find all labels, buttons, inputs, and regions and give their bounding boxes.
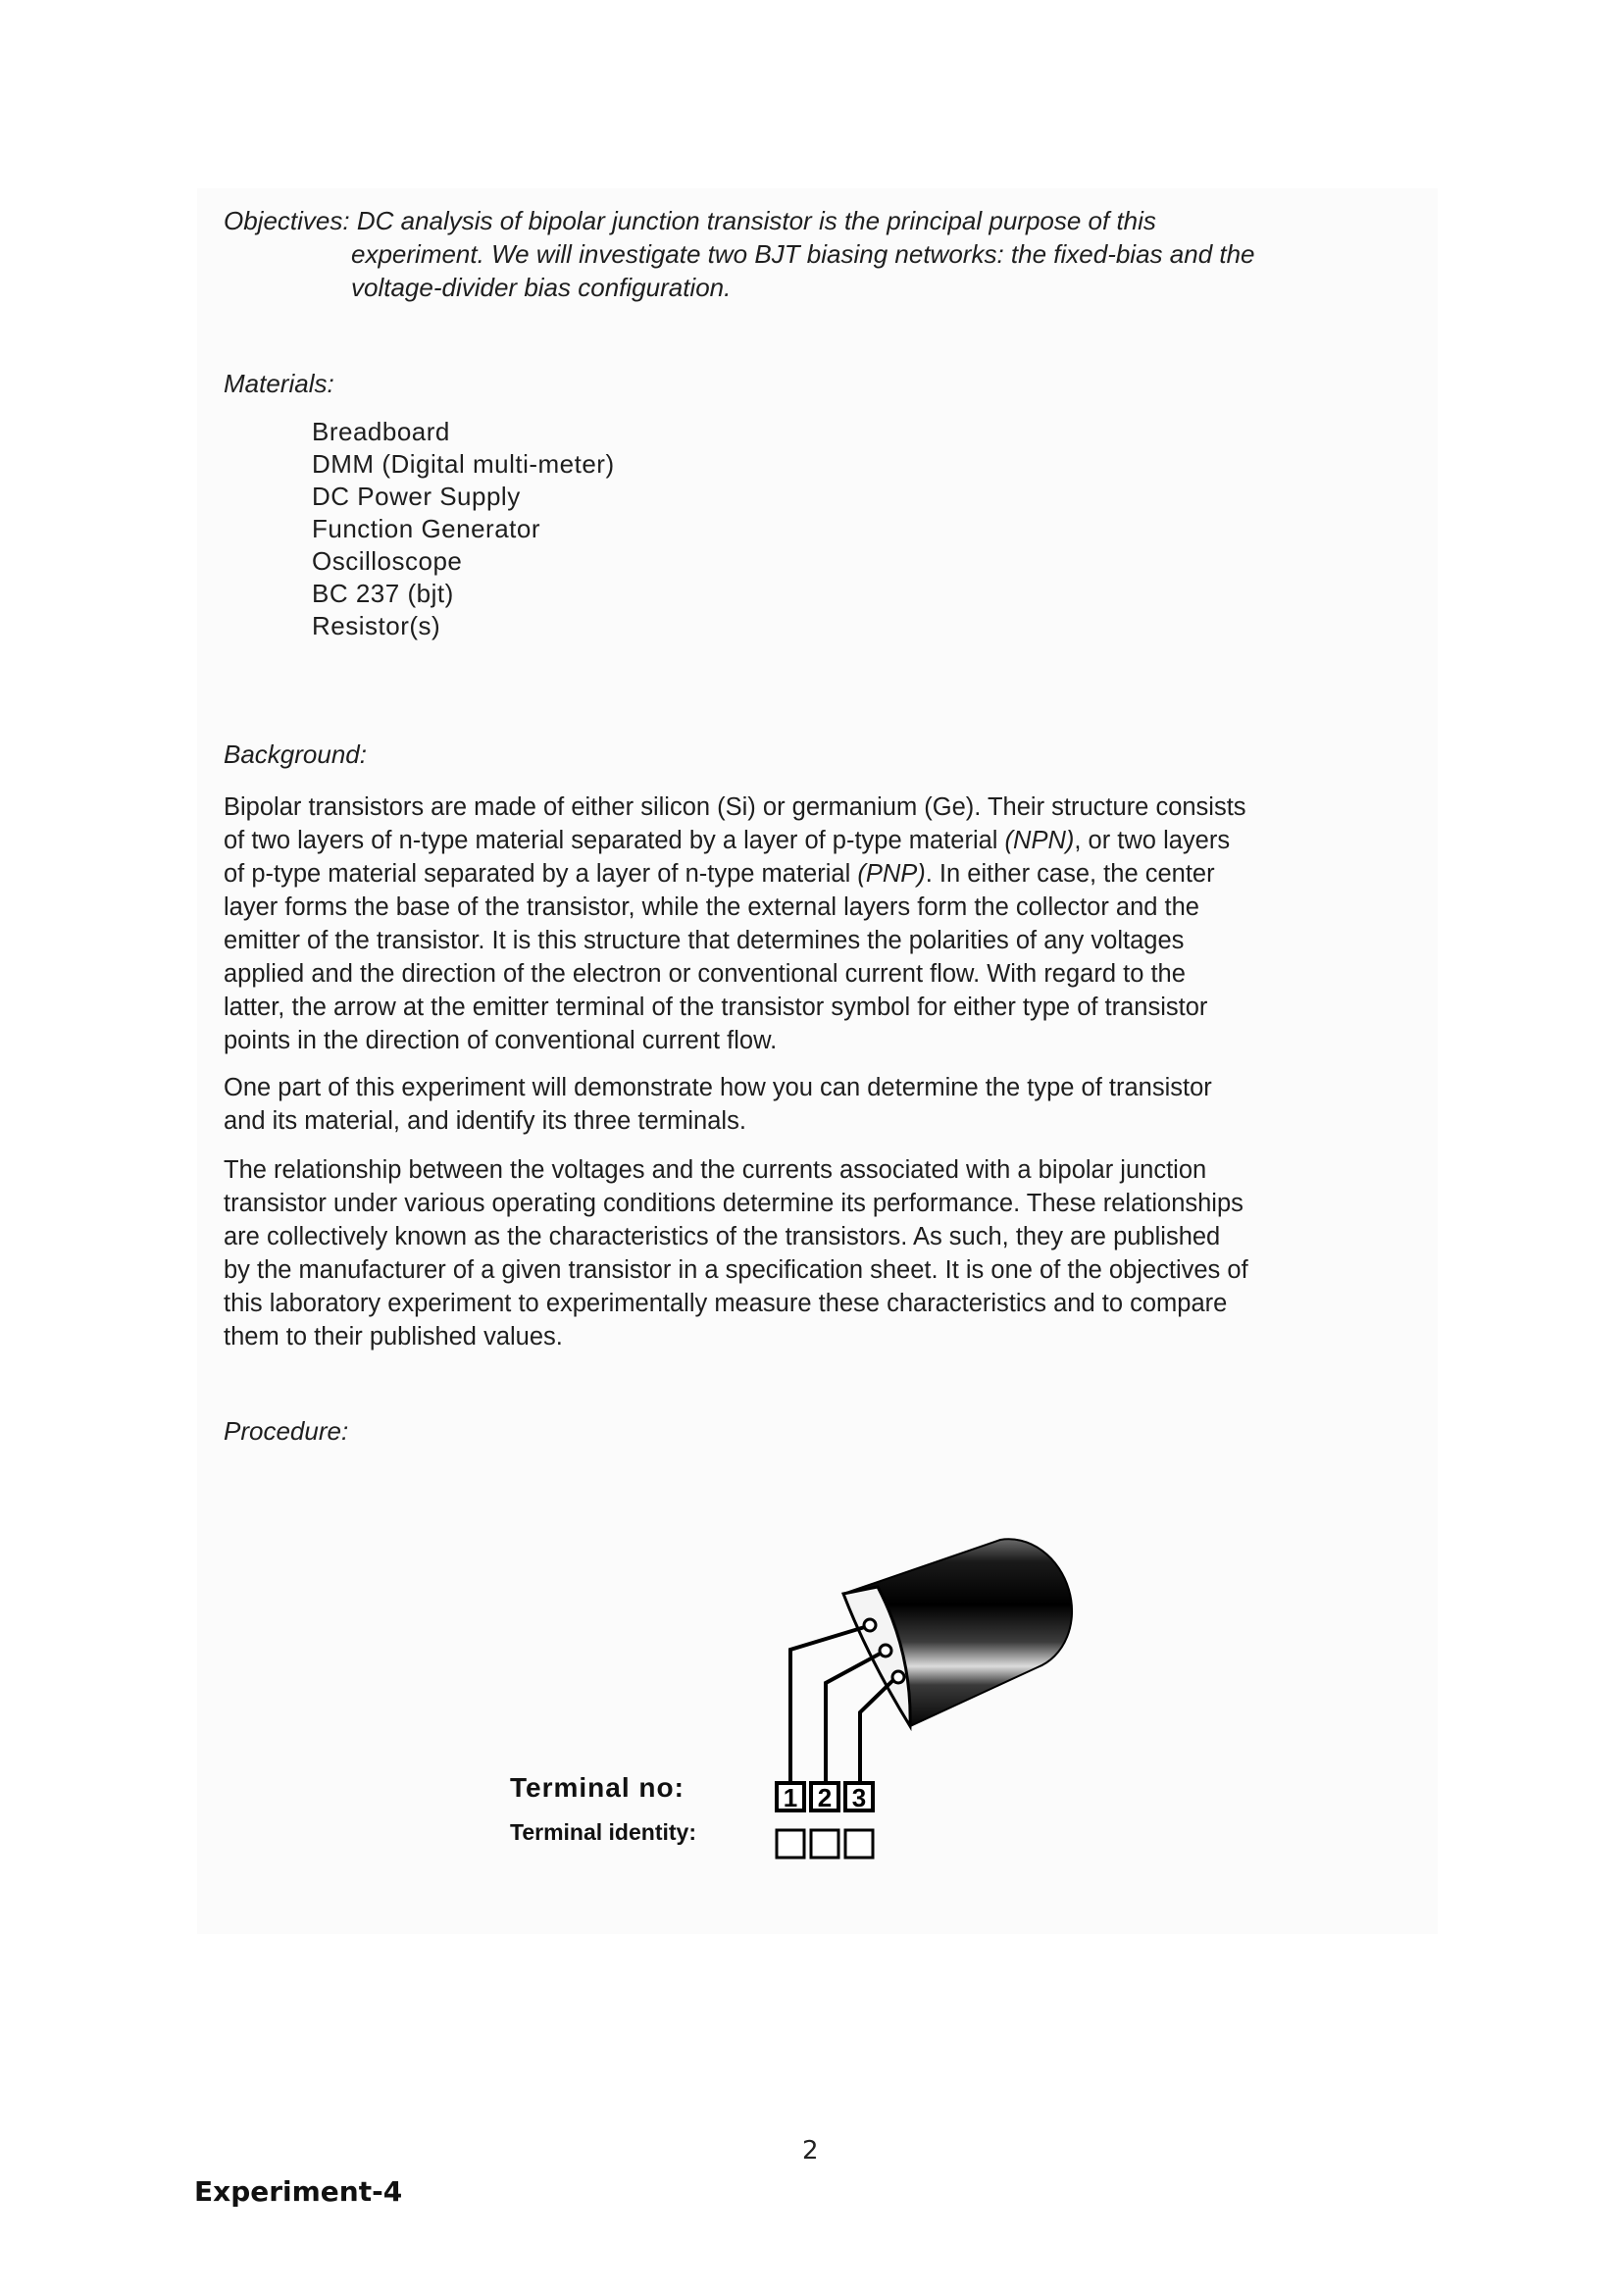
material-item: Function Generator (312, 514, 541, 543)
objectives-line-1 (224, 204, 1400, 237)
p1-line: of p-type material separated by a layer of n-type material (PNP). In either case, the center (224, 860, 1215, 888)
background-paragraph-1 (224, 790, 1391, 1057)
lead-1 (790, 1626, 868, 1793)
background-paragraph-2 (224, 1071, 1391, 1138)
p3-line: transistor under various operating conditions determine its performance. These relationships (224, 1190, 1243, 1217)
pin-3 (892, 1671, 904, 1683)
p1-line: of two layers of n-type material separated by a layer of p-type material (NPN), or two layers (224, 827, 1231, 854)
objectives-section (224, 204, 1400, 304)
p1-line: emitter of the transistor. It is this structure that determines the polarities of any voltages (224, 927, 1185, 954)
terminal-identity-box-2 (811, 1830, 838, 1858)
pin-1 (864, 1619, 876, 1631)
background-paragraph-3 (224, 1153, 1391, 1353)
pnp-term: (PNP) (857, 860, 926, 888)
p3-line: are collectively known as the characteristics of the transistors. As such, they are published (224, 1223, 1221, 1250)
p1-line: Bipolar transistors are made of either silicon (Si) or germanium (Ge). Their structure consists (224, 793, 1246, 821)
materials-heading: Materials: (224, 369, 334, 398)
p1-line: points in the direction of conventional current flow. (224, 1027, 778, 1054)
material-item: Breadboard (312, 417, 450, 446)
p1-line: latter, the arrow at the emitter terminal of the transistor symbol for either type of transistor (224, 994, 1208, 1021)
objectives-line-3: voltage-divider bias configuration. (351, 273, 732, 302)
material-item: BC 237 (bjt) (312, 579, 454, 608)
material-item: Resistor(s) (312, 611, 441, 640)
material-item: DC Power Supply (312, 482, 521, 511)
p2-line: and its material, and identify its three terminals. (224, 1107, 746, 1135)
terminal-number-3: 3 (851, 1783, 867, 1812)
p1-line: applied and the direction of the electron or conventional current flow. With regard to the (224, 960, 1186, 988)
terminal-identity-box-1 (777, 1830, 804, 1858)
terminal-number-1: 1 (783, 1783, 798, 1812)
terminal-no-label: Terminal no: (510, 1772, 685, 1803)
p2-line: One part of this experiment will demonstrate how you can determine the type of transistor (224, 1074, 1212, 1101)
pin-2 (880, 1645, 891, 1657)
p3-line: them to their published values. (224, 1323, 563, 1351)
p3-line: The relationship between the voltages and the currents associated with a bipolar junction (224, 1156, 1207, 1184)
lead-2 (826, 1652, 884, 1793)
npn-term: (NPN) (1004, 827, 1075, 854)
background-heading: Background: (224, 739, 367, 769)
page-number: 2 (802, 2136, 819, 2166)
material-item: DMM (Digital multi-meter) (312, 449, 615, 479)
materials-list (312, 416, 615, 642)
objectives-label: Objectives: (224, 206, 350, 235)
terminal-number-2: 2 (817, 1783, 833, 1812)
material-item: Oscilloscope (312, 546, 463, 576)
transistor-terminal-figure (490, 1530, 1118, 1883)
objectives-text-1: DC analysis of bipolar junction transistor is the principal purpose of this (356, 206, 1156, 235)
p1-line: layer forms the base of the transistor, while the external layers form the collector and the (224, 893, 1199, 921)
procedure-heading: Procedure: (224, 1416, 349, 1446)
terminal-identity-label: Terminal identity: (510, 1819, 696, 1845)
terminal-identity-box-3 (845, 1830, 873, 1858)
footer-title: Experiment-4 (194, 2175, 403, 2208)
p3-line: by the manufacturer of a given transistor in a specification sheet. It is one of the objectives of (224, 1256, 1248, 1284)
objectives-line-2: experiment. We will investigate two BJT biasing networks: the fixed-bias and the (351, 239, 1255, 269)
p3-line: this laboratory experiment to experimentally measure these characteristics and to compare (224, 1290, 1228, 1317)
